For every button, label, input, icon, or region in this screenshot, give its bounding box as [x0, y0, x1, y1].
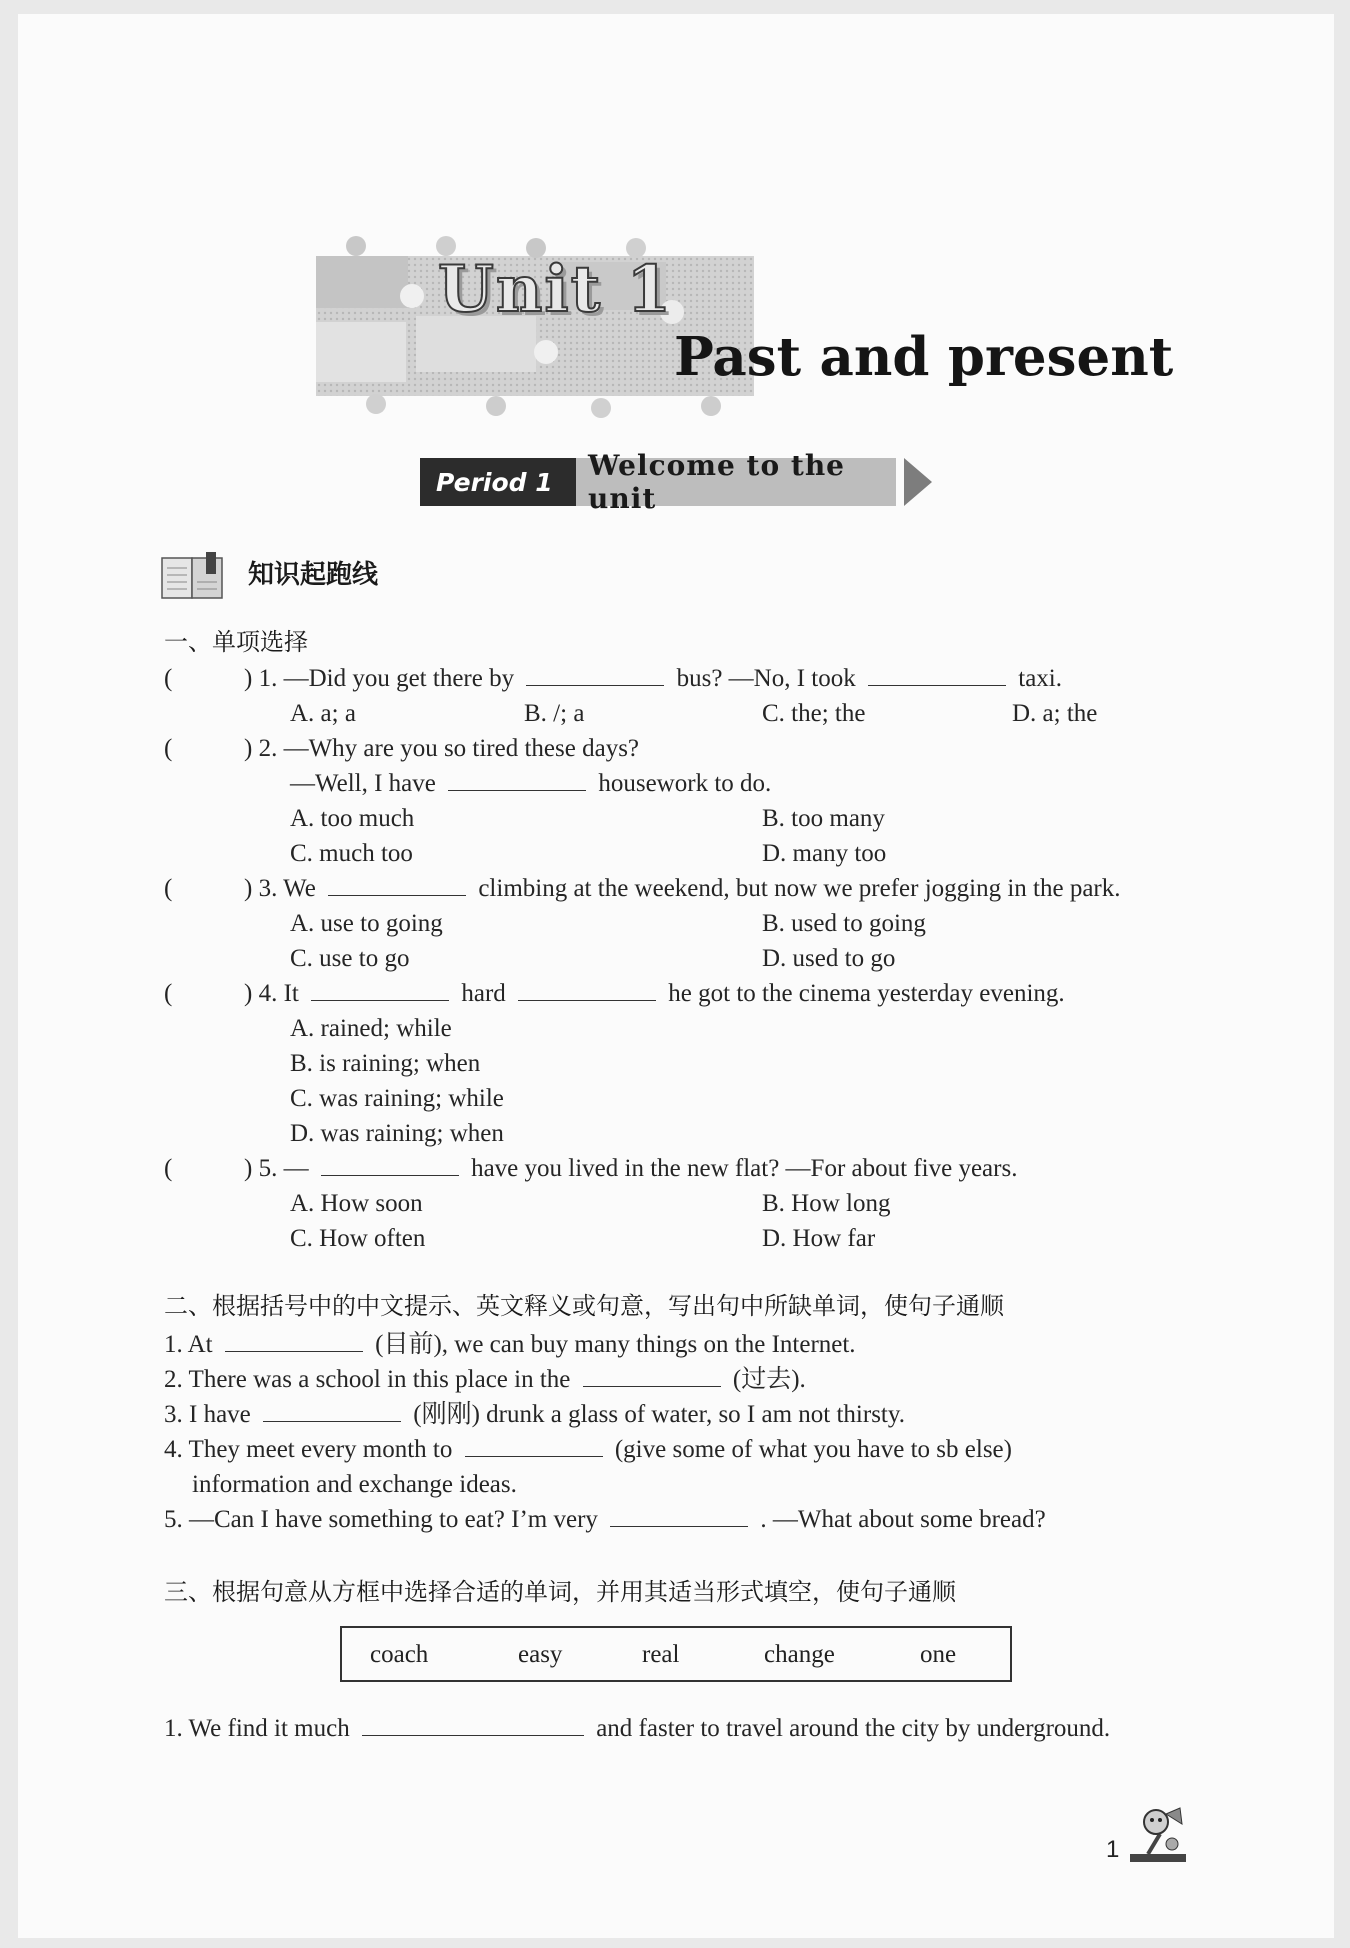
- mascot-icon: [1126, 1800, 1190, 1866]
- sentence-text: (刚刚) drunk a glass of water, so I am not thirsty.: [413, 1401, 906, 1428]
- word-bank-item: real: [642, 1641, 680, 1668]
- answer-blank[interactable]: [518, 979, 656, 1001]
- question-1: [244, 664, 1062, 694]
- fill-sentence-3: [164, 1400, 905, 1430]
- warmup-heading: 知识起跑线: [248, 560, 379, 590]
- word-bank-item: change: [764, 1641, 835, 1668]
- word-bank-item: easy: [518, 1641, 563, 1668]
- option-a[interactable]: A. a; a: [290, 700, 356, 727]
- option-d[interactable]: D. a; the: [1012, 700, 1098, 727]
- option-a[interactable]: A. How soon: [290, 1190, 423, 1217]
- answer-blank[interactable]: [465, 1435, 603, 1457]
- option-c[interactable]: C. the; the: [762, 700, 866, 727]
- sentence-text: 2. There was a school in this place in the: [164, 1366, 571, 1393]
- answer-blank[interactable]: [448, 769, 586, 791]
- option-d[interactable]: D. How far: [762, 1225, 876, 1252]
- question-text: ) 5. —: [244, 1155, 309, 1182]
- question-text: bus? —No, I took: [676, 665, 856, 692]
- answer-bracket: (: [164, 1155, 173, 1182]
- fill-sentence-2: [164, 1365, 806, 1395]
- answer-bracket: (: [164, 735, 173, 762]
- answer-bracket: (: [164, 875, 173, 902]
- sentence-text: (give some of what you have to sb else): [614, 1436, 1012, 1463]
- question-text: hard: [461, 980, 506, 1007]
- answer-blank[interactable]: [526, 664, 664, 686]
- question-2-response: [290, 769, 771, 799]
- answer-blank[interactable]: [362, 1714, 584, 1736]
- question-text: ) 4. It: [244, 980, 299, 1007]
- answer-blank[interactable]: [583, 1365, 721, 1387]
- option-d[interactable]: D. used to go: [762, 945, 896, 972]
- unit-title: Unit 1: [438, 252, 674, 327]
- option-b[interactable]: B. is raining; when: [290, 1050, 481, 1077]
- fill-sentence-4: [164, 1435, 1012, 1465]
- period-label: Period 1: [420, 458, 576, 506]
- sentence-text: 1. At: [164, 1331, 213, 1358]
- sentence-text: . —What about some bread?: [760, 1506, 1046, 1533]
- word-bank-item: one: [920, 1641, 957, 1668]
- section1-heading: 一、单项选择: [164, 628, 308, 656]
- sentence-text: 1. We find it much: [164, 1715, 350, 1742]
- question-5: [244, 1154, 1017, 1184]
- answer-bracket: (: [164, 665, 173, 692]
- workbook-page: [18, 14, 1334, 1938]
- option-a[interactable]: A. too much: [290, 805, 415, 832]
- sentence-text: 5. —Can I have something to eat? I’m very: [164, 1506, 598, 1533]
- question-3: [244, 874, 1121, 904]
- question-4: [244, 979, 1065, 1009]
- answer-blank[interactable]: [311, 979, 449, 1001]
- unit-subtitle: Past and present: [674, 326, 1174, 388]
- option-a[interactable]: A. rained; while: [290, 1015, 452, 1042]
- sentence-text: and faster to travel around the city by underground.: [596, 1715, 1111, 1742]
- question-text: —Well, I have: [290, 770, 436, 797]
- answer-blank[interactable]: [328, 874, 466, 896]
- option-c[interactable]: C. was raining; while: [290, 1085, 504, 1112]
- option-a[interactable]: A. use to going: [290, 910, 443, 937]
- word-bank-sentence-1: [164, 1714, 1110, 1744]
- question-text: he got to the cinema yesterday evening.: [668, 980, 1065, 1007]
- sentence-text: 3. I have: [164, 1401, 251, 1428]
- question-text: ) 1. —Did you get there by: [244, 665, 515, 692]
- arrow-icon: [904, 458, 932, 506]
- question-text: climbing at the weekend, but now we prefer jogging in the park.: [478, 875, 1121, 902]
- section3-heading: 三、根据句意从方框中选择合适的单词，并用其适当形式填空，使句子通顺: [164, 1578, 956, 1606]
- answer-blank[interactable]: [263, 1400, 401, 1422]
- question-2: ) 2. —Why are you so tired these days?: [244, 735, 640, 762]
- option-b[interactable]: B. too many: [762, 805, 885, 832]
- answer-bracket: (: [164, 980, 173, 1007]
- option-b[interactable]: B. /; a: [524, 700, 585, 727]
- sentence-text: (目前), we can buy many things on the Internet.: [375, 1331, 856, 1358]
- period-title: Welcome to the unit: [576, 458, 896, 506]
- question-text: have you lived in the new flat? —For about five years.: [471, 1155, 1018, 1182]
- option-c[interactable]: C. much too: [290, 840, 413, 867]
- option-b[interactable]: B. used to going: [762, 910, 926, 937]
- period-banner: [420, 449, 932, 515]
- sentence-text: 4. They meet every month to: [164, 1436, 453, 1463]
- question-text: taxi.: [1018, 665, 1062, 692]
- sentence-text: (过去).: [732, 1366, 806, 1393]
- option-c[interactable]: C. use to go: [290, 945, 410, 972]
- page-number: 1: [1106, 1836, 1120, 1863]
- answer-blank[interactable]: [868, 664, 1006, 686]
- option-d[interactable]: D. many too: [762, 840, 887, 867]
- fill-sentence-5: [164, 1505, 1046, 1535]
- answer-blank[interactable]: [321, 1154, 459, 1176]
- option-c[interactable]: C. How often: [290, 1225, 426, 1252]
- answer-blank[interactable]: [225, 1330, 363, 1352]
- word-bank-item: coach: [370, 1641, 429, 1668]
- section2-heading: 二、根据括号中的中文提示、英文释义或句意，写出句中所缺单词，使句子通顺: [164, 1292, 1004, 1320]
- question-text: ) 3. We: [244, 875, 316, 902]
- book-icon: [160, 550, 230, 602]
- option-b[interactable]: B. How long: [762, 1190, 891, 1217]
- fill-sentence-4-continued: information and exchange ideas.: [192, 1471, 517, 1498]
- answer-blank[interactable]: [610, 1505, 748, 1527]
- fill-sentence-1: [164, 1330, 856, 1360]
- option-d[interactable]: D. was raining; when: [290, 1120, 504, 1147]
- word-bank-box: [340, 1626, 1012, 1682]
- question-text: housework to do.: [598, 770, 772, 797]
